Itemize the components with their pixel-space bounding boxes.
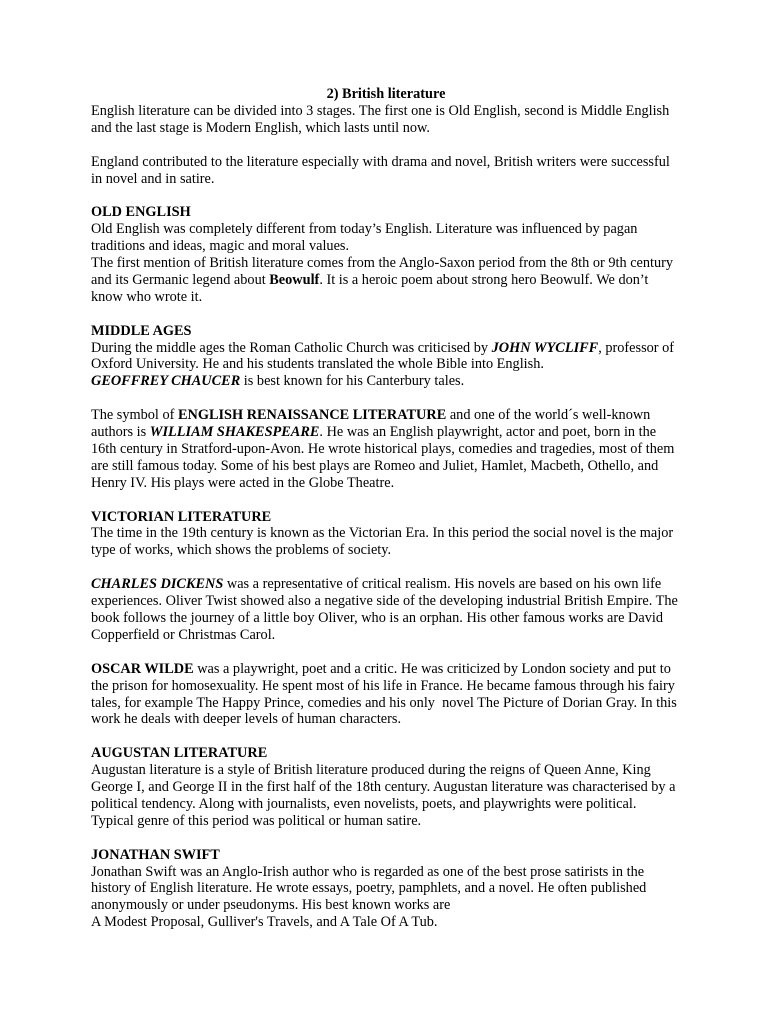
- chaucer-text: is best known for his Canterbury tales.: [240, 373, 465, 390]
- document-title: 2) British literature: [326, 86, 446, 102]
- section-heading-old-english: OLD ENGLISH: [91, 204, 191, 221]
- dickens-paragraph: [91, 576, 681, 644]
- middle-ages-paragraph-2: [91, 373, 681, 390]
- renaissance-text-end: . He was an English playwright, actor and poet, born in the 16th century in Stratford-upon-Avon. He wrote historical plays, comedies and tragedies, most of them are still famous today. Some of his best plays are Romeo and Juliet, Hamlet, Macbeth, Othello, and Henry IV. His plays were acted in the Globe Theatre.: [91, 424, 678, 491]
- author-name-dickens: CHARLES DICKENS: [91, 576, 224, 593]
- beowulf-term: Beowulf: [269, 271, 320, 288]
- author-name-wycliff: JOHN WYCLIFF: [491, 339, 599, 356]
- old-english-paragraph-1: Old English was completely different from today’s English. Literature was influenced by pagan traditions and ideas, magic and moral values.: [91, 221, 638, 255]
- swift-paragraph-2: A Modest Proposal, Gulliver's Travels, and A Tale Of A Tub.: [91, 914, 438, 931]
- swift-paragraph-1: Jonathan Swift was an Anglo-Irish author who is regarded as one of the best prose satirists in the history of English literature. He wrote essays, poetry, pamphlets, and a novel. He often published anonymously or under pseudonyms. His best known works are: [91, 863, 647, 914]
- author-name-wilde: OSCAR WILDE: [91, 660, 194, 677]
- middle-ages-text: During the middle ages the Roman Catholic Church was criticised by: [91, 339, 492, 356]
- renaissance-term: ENGLISH RENAISSANCE LITERATURE: [177, 407, 447, 424]
- old-english-paragraph-2: [91, 255, 681, 306]
- dickens-text: was a representative of critical realism. His novels are based on his own life experiences. Oliver Twist showed also a negative side of the developing industrial British Empire. The book follows the journey of a little boy Oliver, who is an orphan. His other famous works are David Copperfield or Christmas Carol.: [91, 576, 682, 643]
- old-english-text-end: . It is a heroic poem about strong hero Beowulf. We don’t know who wrote it.: [91, 271, 652, 305]
- wilde-text: was a playwright, poet and a critic. He was criticized by London society and put to the prison for homosexuality. He spent most of his life in France. He became famous through his fairy tales, for example The Happy Prince, comedies and his only novel The Picture of Dorian Gray. In this work he deals with deeper levels of human characters.: [91, 660, 681, 728]
- renaissance-text-mid: and one of the world´s well-known authors is: [91, 407, 654, 441]
- middle-ages-paragraph-1: [91, 340, 681, 374]
- author-name-shakespeare: WILLIAM SHAKESPEARE: [149, 424, 320, 441]
- section-heading-swift: JONATHAN SWIFT: [91, 846, 220, 863]
- old-english-text: The first mention of British literature comes from the Anglo-Saxon period from the 8th or 9th century and its Germanic legend about: [91, 255, 677, 288]
- augustan-paragraph: Augustan literature is a style of British literature produced during the reigns of Queen Anne, King George I, and George II in the first half of the 18th century. Augustan literature was characterised by a political tendency. Along with journalists, even novelists, poets, and playwrights were political. Typical genre of this period was political or human satire.: [91, 762, 676, 829]
- section-heading-victorian: VICTORIAN LITERATURE: [91, 508, 272, 525]
- renaissance-paragraph: [91, 407, 681, 492]
- section-heading-augustan: AUGUSTAN LITERATURE: [91, 745, 268, 762]
- wilde-paragraph: [91, 661, 681, 729]
- victorian-paragraph-1: The time in the 19th century is known as the Victorian Era. In this period the social novel is the major type of works, which shows the problems of society.: [91, 525, 674, 559]
- renaissance-text: The symbol of: [91, 407, 178, 424]
- intro-paragraph-1: English literature can be divided into 3 stages. The first one is Old English, second is Middle English and the last stage is Modern English, which lasts until now.: [91, 102, 670, 136]
- middle-ages-text-end: , professor of Oxford University. He and his students translated the whole Bible into English.: [91, 339, 678, 373]
- author-name-chaucer: GEOFFREY CHAUCER: [91, 373, 241, 390]
- intro-paragraph-2: England contributed to the literature especially with drama and novel, British writers were successful in novel and in satire.: [91, 153, 670, 187]
- document-page: [91, 86, 681, 931]
- section-heading-middle-ages: MIDDLE AGES: [91, 322, 192, 339]
